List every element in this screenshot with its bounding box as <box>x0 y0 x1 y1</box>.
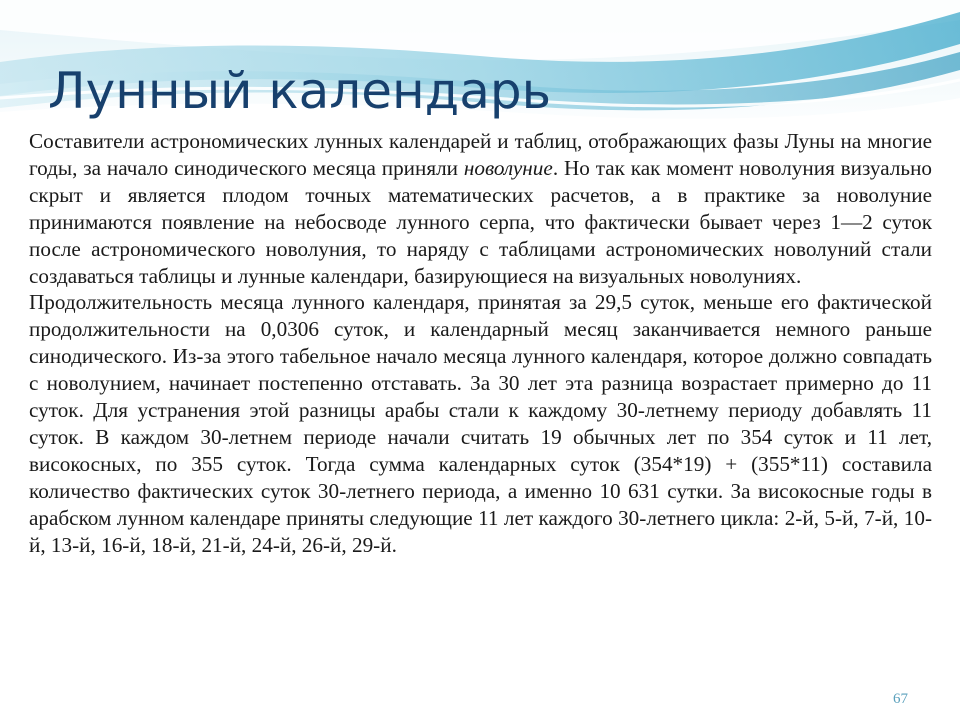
paragraph-1 <box>29 128 932 289</box>
slide-title: Лунный календарь <box>48 62 552 120</box>
paragraph-1-emphasis: новолуние <box>463 155 553 180</box>
paragraph-1-text-before: Составители астрономических лунных календарей и таблиц, отображающих фазы Луны на многие годы, за начало синодического месяца приняли <box>29 129 932 180</box>
slide-body <box>29 128 932 559</box>
paragraph-2: Продолжительность месяца лунного календаря, принятая за 29,5 суток, меньше его фактической продолжительности на 0,0306 суток, и календарный месяц заканчивается немного раньше синодического. Из-за этого табельное начало месяца лунного календаря, которое должно совпадать с новолунием, начинает постепенно отставать. За 30 лет эта разница возрастает примерно до 11 суток. Для устранения этой разницы арабы стали к каждому 30-летнему периоду добавлять 11 суток. В каждом 30-летнем периоде начали считать 19 обычных лет по 354 суток и 11 лет, високосных, по 355 суток. Тогда сумма календарных суток (354*19) + (355*11) составила количество фактических суток 30-летнего периода, а именно 10 631 сутки. За високосные годы в арабском лунном календаре приняты следующие 11 лет каждого 30-летнего цикла: 2-й, 5-й, 7-й, 10-й, 13-й, 16-й, 18-й, 21-й, 24-й, 26-й, 29-й. <box>29 290 932 557</box>
page-number: 67 <box>893 691 908 707</box>
paragraph-1-text-after: . Но так как момент новолуния визуально скрыт и является плодом точных математических расчетов, а в практике за новолуние принимаются появление на небосводе лунного серпа, что фактически бывает через 1—2 суток после астрономического новолуния, то наряду с таблицами астрономических новолуний стали создаваться таблицы и лунные календари, базирующиеся на визуальных новолуниях. <box>29 155 932 288</box>
